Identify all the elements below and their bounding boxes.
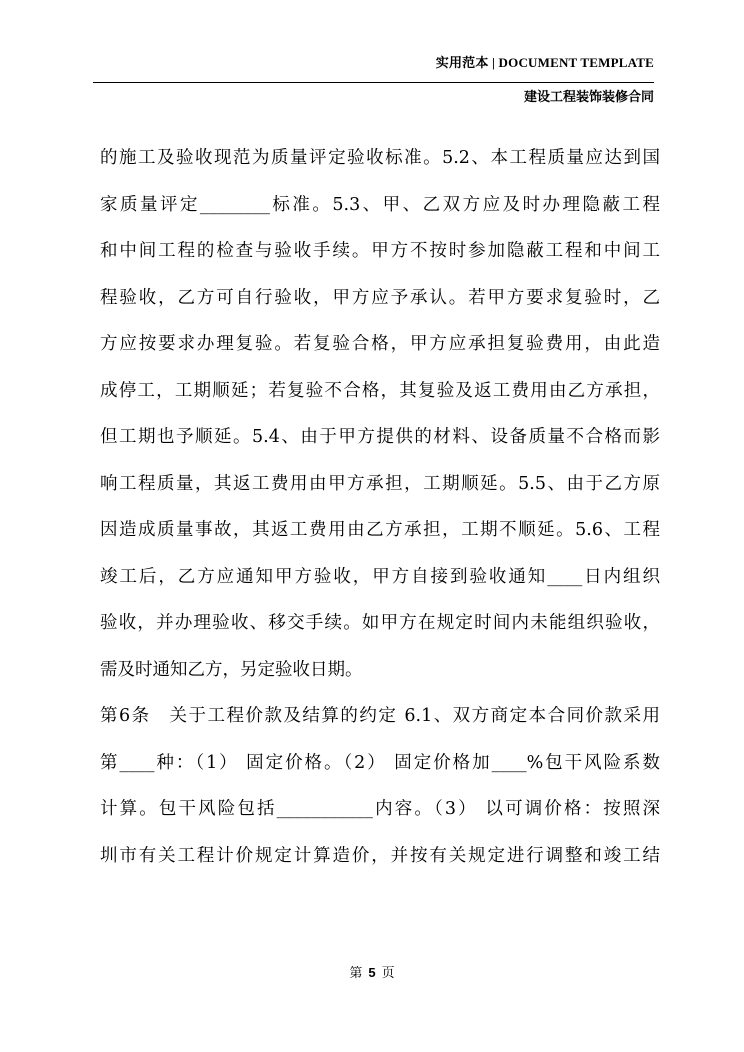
body-line: 第6条 关于工程价款及结算的约定 6.1、双方商定本合同价款采用 (100, 706, 660, 726)
page-footer (0, 962, 744, 981)
contract-body (100, 135, 660, 879)
body-line: 方应按要求办理复验。若复验合格，甲方应承担复验费用，由此造 (100, 334, 660, 354)
document-template-label: 实用范本 | DOCUMENT TEMPLATE (435, 55, 654, 70)
body-line: 计算。包干风险包括___________内容。（3） 以可调价格：按照深 (100, 799, 660, 819)
contract-title: 建设工程装饰装修合同 (523, 90, 654, 105)
body-line: 程验收，乙方可自行验收，甲方应予承认。若甲方要求复验时，乙 (100, 287, 660, 308)
body-line: 的施工及验收现范为质量评定验收标准。5.2、本工程质量应达到国 (100, 148, 660, 168)
page-prefix: 第 (349, 966, 363, 981)
body-line: 和中间工程的检查与验收手续。甲方不按时参加隐蔽工程和中间工 (100, 241, 660, 261)
body-line: 家质量评定________标准。5.3、甲、乙双方应及时办理隐蔽工程 (100, 194, 660, 215)
page-number: 5 (368, 965, 376, 980)
page-suffix: 页 (381, 966, 395, 981)
header-divider (93, 82, 654, 83)
body-line: 但工期也予顺延。5.4、由于甲方提供的材料、设备质量不合格而影 (100, 427, 660, 447)
body-line: 竣工后，乙方应通知甲方验收，甲方自接到验收通知____日内组织 (100, 566, 660, 587)
body-line: 成停工，工期顺延；若复验不合格，其复验及返工费用由乙方承担， (100, 380, 660, 401)
body-line: 需及时通知乙方，另定验收日期。 (100, 659, 363, 680)
body-line: 验收，并办理验收、移交手续。如甲方在规定时间内未能组织验收， (100, 613, 660, 633)
body-line: 响工程质量，其返工费用由甲方承担，工期顺延。5.5、由于乙方原 (100, 473, 660, 494)
body-line: 圳市有关工程计价规定计算造价，并按有关规定进行调整和竣工结 (100, 845, 660, 866)
body-line: 因造成质量事故，其返工费用由乙方承担，工期不顺延。5.6、工程 (100, 520, 660, 540)
body-line: 第____种：（1） 固定价格。（2） 固定价格加____%包干风险系数 (100, 752, 660, 773)
